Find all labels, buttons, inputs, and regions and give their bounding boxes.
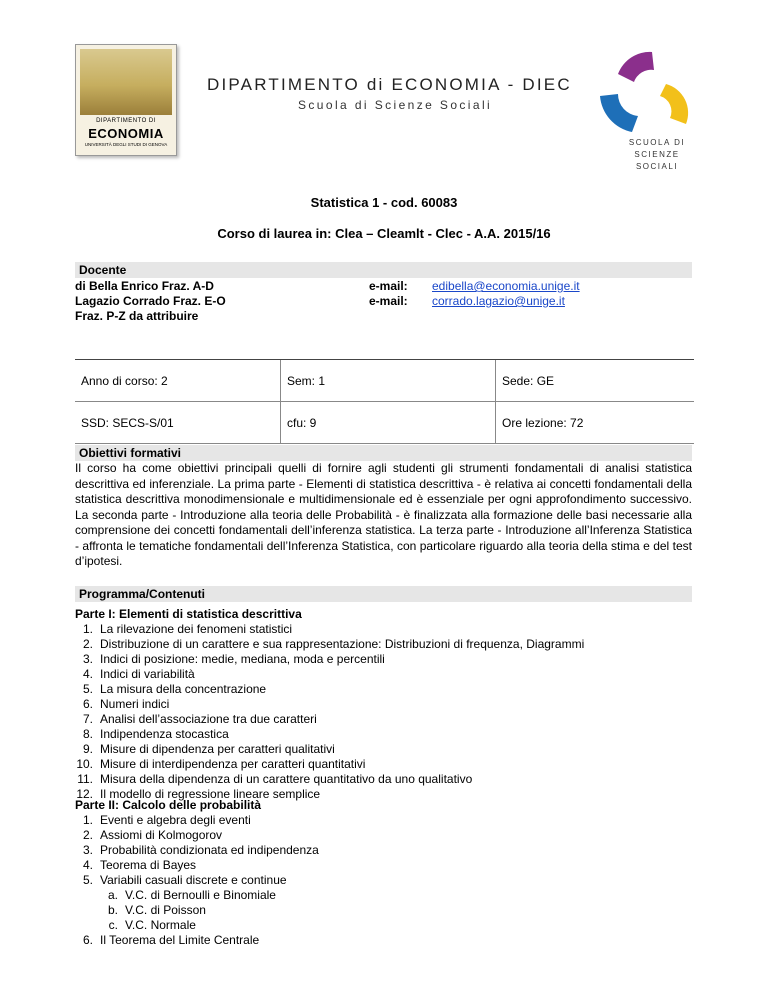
list-item-text: Teorema di Bayes	[100, 858, 197, 872]
part1-list	[75, 622, 584, 802]
list-item-text: Misura della dipendenza di un carattere quantitativo da uno qualitativo	[100, 772, 473, 786]
list-item-text: Il modello di regressione lineare semplice	[100, 787, 321, 801]
sublist-item-text: V.C. Normale	[125, 918, 196, 932]
list-item-number: 1.	[82, 622, 93, 636]
economia-logo	[75, 44, 177, 156]
part2-title: Parte II: Calcolo delle probabilità	[75, 798, 262, 812]
list-item-text: Indici di posizione: medie, mediana, moda e percentili	[100, 652, 385, 666]
list-item-number: 12.	[76, 787, 93, 801]
school-logo-caption	[612, 137, 702, 173]
list-item-text: Probabilità condizionata ed indipendenza	[100, 843, 319, 857]
list-item-number: 2.	[82, 637, 93, 651]
list-item-text: Misure di interdipendenza per caratteri quantitativi	[100, 757, 366, 771]
scienze-sociali-logo-icon	[590, 44, 700, 144]
school-subtitle: Scuola di Scienze Sociali	[298, 98, 493, 112]
sublist-item-letter: c.	[108, 918, 118, 932]
list-item	[75, 697, 584, 712]
part2-sublist	[75, 888, 319, 933]
list-item-number: 8.	[82, 727, 93, 741]
teacher-1: di Bella Enrico Fraz. A-D	[75, 279, 214, 293]
part1-title: Parte I: Elementi di statistica descrittiva	[75, 607, 302, 621]
list-item-number: 9.	[82, 742, 93, 756]
list-item	[75, 712, 584, 727]
list-item-number: 4.	[82, 858, 93, 872]
genova-city-illustration	[80, 49, 172, 115]
sublist-item-letter: a.	[107, 888, 118, 902]
list-item-text: Eventi e algebra degli eventi	[100, 813, 251, 827]
department-title: DIPARTIMENTO di ECONOMIA - DIEC	[207, 75, 572, 94]
table-cell-cfu: cfu: 9	[281, 402, 496, 444]
list-item-number: 6.	[82, 933, 93, 947]
list-item-number: 3.	[82, 843, 93, 857]
sublist-item-letter: b.	[107, 903, 118, 917]
list-item-number: 5.	[82, 873, 93, 887]
email-link-1[interactable]: edibella@economia.unige.it	[432, 279, 580, 293]
part2-list	[75, 813, 319, 948]
sublist-item-text: V.C. di Bernoulli e Binomiale	[125, 888, 276, 902]
table-cell-ssd: SSD: SECS-S/01	[75, 402, 281, 444]
list-item	[75, 682, 584, 697]
list-item-number: 6.	[82, 697, 93, 711]
list-item-text: Misure di dipendenza per caratteri qualitativi	[100, 742, 335, 756]
list-item-number: 7.	[82, 712, 93, 726]
list-item	[75, 933, 319, 948]
table-row	[75, 360, 694, 402]
logo-main-text: ECONOMIA	[88, 126, 164, 141]
list-item-text: Distribuzione di un carattere e sua rappresentazione: Distribuzioni di frequenza, Diagrammi	[100, 637, 585, 651]
list-item	[75, 757, 584, 772]
table-cell-ore: Ore lezione: 72	[496, 402, 695, 444]
section-docente-heading: Docente	[75, 262, 692, 278]
school-logo-caption-line2: SCIENZE SOCIALI	[634, 150, 680, 171]
list-item	[75, 772, 584, 787]
list-item-text: Indici di variabilità	[100, 667, 195, 681]
table-cell-sem: Sem: 1	[281, 360, 496, 402]
list-item-text: Analisi dell’associazione tra due caratteri	[100, 712, 317, 726]
list-item-number: 5.	[82, 682, 93, 696]
degree-line: Corso di laurea in: Clea – Cleamlt - Clec - A.A. 2015/16	[217, 226, 551, 241]
list-item-text: La misura della concentrazione	[100, 682, 267, 696]
list-item-number: 3.	[82, 652, 93, 666]
list-item	[75, 667, 584, 682]
list-item-text: Indipendenza stocastica	[100, 727, 229, 741]
obiettivi-text: Il corso ha come obiettivi principali quelli di fornire agli studenti gli strumenti fondamentali di analisi statistica descrittiva ed inferenziale. La prima parte - Elementi di statistica descrittiva - è relativa ai concetti fondamentali della statistica descrittiva monodimensionale e multidimensionale ed è essenziale per ogni approfondimento successivo. La seconda parte - Introduzione alla teoria delle Probabilità - è finalizzata alla formazione delle basi necessarie alla comprensione dei concetti fondamentali dell’inferenza statistica. La terza parte - Introduzione all’Inferenza Statistica - affronta le tematiche fondamentali dell’Inferenza Statistica, con particolare riguardo alla teoria della stima e del test d’ipotesi.	[75, 461, 692, 568]
list-item	[75, 858, 319, 873]
school-logo-caption-line1: SCUOLA DI	[628, 138, 686, 147]
sublist-item	[75, 888, 319, 903]
list-item-number: 10.	[76, 757, 93, 771]
list-item	[75, 828, 319, 843]
list-item	[75, 637, 584, 652]
email-label-2: e-mail:	[369, 294, 408, 308]
list-item-text: Numeri indici	[100, 697, 170, 711]
logo-top-text: DIPARTIMENTO DI	[96, 118, 156, 124]
list-item	[75, 622, 584, 637]
list-item-number: 1.	[82, 813, 93, 827]
course-title: Statistica 1 - cod. 60083	[310, 195, 458, 210]
list-item	[75, 652, 584, 667]
section-obiettivi-heading: Obiettivi formativi	[75, 445, 692, 461]
list-item-number: 11.	[77, 772, 93, 786]
list-item-text: Il Teorema del Limite Centrale	[100, 933, 260, 947]
sublist-item	[75, 918, 319, 933]
list-item-text: La rilevazione dei fenomeni statistici	[100, 622, 293, 636]
teacher-2: Lagazio Corrado Fraz. E-O	[75, 294, 226, 308]
table-row	[75, 402, 694, 444]
table-cell-sede: Sede: GE	[496, 360, 695, 402]
email-label-1: e-mail:	[369, 279, 408, 293]
list-item	[75, 742, 584, 757]
list-item-number: 2.	[82, 828, 93, 842]
list-item-number: 4.	[82, 667, 93, 681]
teacher-3: Fraz. P-Z da attribuire	[75, 309, 199, 323]
list-item	[75, 873, 319, 888]
list-item	[75, 843, 319, 858]
sublist-item-text: V.C. di Poisson	[125, 903, 206, 917]
email-link-2[interactable]: corrado.lagazio@unige.it	[432, 294, 565, 308]
course-info-table	[75, 359, 694, 444]
list-item-text: Variabili casuali discrete e continue	[100, 873, 287, 887]
list-item	[75, 727, 584, 742]
list-item	[75, 813, 319, 828]
list-item-text: Assiomi di Kolmogorov	[100, 828, 223, 842]
logo-bottom-text: UNIVERSITÀ DEGLI STUDI DI GENOVA	[84, 142, 168, 147]
section-programma-heading: Programma/Contenuti	[75, 586, 692, 602]
table-cell-anno: Anno di corso: 2	[75, 360, 281, 402]
sublist-item	[75, 903, 319, 918]
